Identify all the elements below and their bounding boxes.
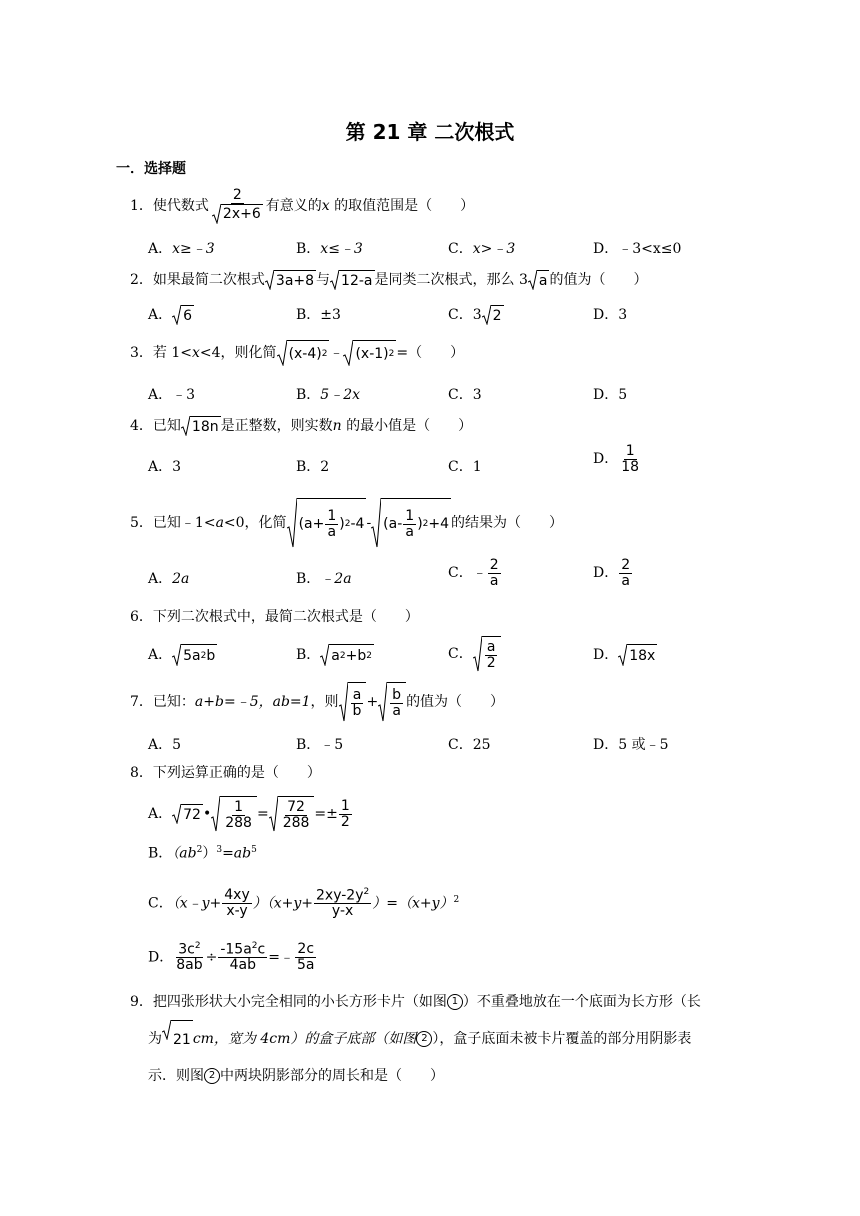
- option-b[interactable]: B．$(ab^2)^3=ab^5$: [148, 845, 257, 862]
- option-a[interactable]: A． 5a 2 b: [148, 644, 217, 666]
- question-4: 4．已知 18n 是正整数，则实数n 的最小值是（ ）: [130, 418, 473, 435]
- options-q7: [148, 734, 748, 764]
- option-d[interactable]: D． 18x: [593, 644, 657, 666]
- question-1: 1．使代数式 $\frac{2}{2x+6}$ 有意义的x 的取值范围是（ ）: [130, 187, 475, 223]
- option-b[interactable]: B．﹣2a: [296, 571, 352, 587]
- option-a[interactable]: A．5: [148, 737, 182, 753]
- option-c[interactable]: C．x>﹣3: [448, 241, 516, 257]
- option-c[interactable]: C．1: [448, 459, 482, 475]
- option-b[interactable]: B．±3: [296, 307, 341, 323]
- option-d[interactable]: D． $\frac{1}{18}$: [593, 443, 640, 475]
- option-c[interactable]: C． $\frac{a}{2}$: [448, 636, 501, 672]
- question-3: 3．若 1<x<4，则化简 (x-4) 2 ﹣ (x-1) 2 =（ ）: [130, 340, 464, 366]
- question-text: 使代数式: [152, 197, 209, 214]
- option-b[interactable]: B． a 2 +b 2: [296, 644, 374, 666]
- radical: (a+ $\frac{1}{a}$ ) 2 -4: [287, 498, 367, 548]
- question-9-line-1: 9．把四张形状大小完全相同的小长方形卡片（如图 1 ）不重叠地放在一个底面为长方形（长: [130, 994, 701, 1010]
- radical: (x-1) 2: [343, 340, 396, 366]
- option-b[interactable]: B．x≤﹣3: [296, 241, 363, 257]
- question-7: 7．已知：a+b=﹣5，ab=1，则 $\frac{a}{b}$ + $\frac{b}{a}$ 的值为（ ）: [130, 682, 504, 722]
- option-c[interactable]: C．3 2: [448, 307, 502, 324]
- option-d[interactable]: D．5: [593, 387, 628, 403]
- options-q1: [148, 238, 748, 268]
- options-q6: [148, 638, 748, 674]
- radical: (x-4) 2: [277, 340, 330, 366]
- options-q4: [148, 443, 748, 486]
- radical: 12-a: [330, 270, 374, 290]
- question-text: 如果最简二次根式: [152, 272, 265, 288]
- option-a[interactable]: A． 72 • $\frac{1}{288}$ = $\frac{72}{288}$ =± $\frac{1}{2}$: [148, 797, 350, 831]
- options-q2: [148, 304, 748, 334]
- question-5: 5．已知﹣1<a<0，化简 (a+ $\frac{1}{a}$ ) 2 -4 - (a- $\frac{1}{a}$ ) 2 +4 的结果为（ ）: [130, 498, 563, 548]
- option-d[interactable]: D．5 或﹣5: [593, 737, 669, 753]
- question-9: [130, 984, 730, 1094]
- option-a[interactable]: A．2a: [148, 571, 190, 587]
- question-text: 有意义的: [265, 197, 322, 214]
- option-c[interactable]: C．25: [448, 737, 491, 753]
- option-d[interactable]: D．﹣3<x≤0: [593, 241, 682, 257]
- page-title: 第 21 章 二次根式: [345, 120, 515, 144]
- question-9-line-2: 为 21 cm，宽为 4cm）的盒子底部（如图 2 ），盒子底面未被卡片覆盖的部分用阴影表: [130, 1020, 730, 1058]
- option-b[interactable]: B．5﹣2x: [296, 387, 361, 403]
- radical: 3a+8: [265, 270, 316, 290]
- option-c[interactable]: C．3: [448, 387, 482, 403]
- radical: $\frac{b}{a}$: [378, 682, 406, 722]
- option-a[interactable]: A．﹣3: [148, 387, 196, 403]
- option-d[interactable]: D． $\frac{3c^2}{8ab}$ ÷ $\frac{-15a^2c}{4ab}$ =﹣ $\frac{2c}{5a}$: [148, 941, 315, 974]
- question-8: 8．下列运算正确的是（ ）: [130, 765, 321, 781]
- option-b[interactable]: B．2: [296, 459, 330, 475]
- radical: a: [528, 270, 550, 290]
- option-d[interactable]: D．3: [593, 307, 628, 323]
- option-c[interactable]: C．（x﹣y+ $\frac{4xy}{x-y}$ ）（x+y+ $\frac{2xy-2y^2}{y-x}$ ）$=(x+y)^2$: [148, 887, 460, 920]
- option-a[interactable]: A．3: [148, 459, 182, 475]
- question-9-line-3: 示．则图 2 中两块阴影部分的周长和是（ ）: [148, 1068, 444, 1084]
- question-text: 的取值范围是（ ）: [329, 197, 475, 214]
- radical: 2x+6: [212, 204, 263, 224]
- option-d[interactable]: D． $\frac{2}{a}$: [593, 557, 631, 589]
- question-6: 6．下列二次根式中，最简二次根式是（ ）: [130, 609, 419, 625]
- radical: 18n: [181, 416, 221, 436]
- options-q3: [148, 384, 748, 414]
- option-a[interactable]: A．x≥﹣3: [148, 241, 215, 257]
- question-2: 2．如果最简二次根式 3a+8 与 12-a 是同类二次根式，那么 3 a 的值为（ ）: [130, 272, 648, 289]
- question-number: 1．: [130, 197, 153, 214]
- section-heading: 一．选择题: [116, 161, 186, 177]
- options-q5: [148, 557, 748, 598]
- option-a[interactable]: A． 6: [148, 307, 193, 324]
- fraction: $\frac{2}{2x+6}$: [210, 188, 265, 224]
- option-b[interactable]: B．﹣5: [296, 737, 344, 753]
- radical: (a- $\frac{1}{a}$ ) 2 +4: [371, 498, 451, 548]
- option-c[interactable]: C．﹣ $\frac{2}{a}$: [448, 557, 499, 589]
- radical: $\frac{a}{b}$: [339, 682, 367, 722]
- question-number: 2．: [130, 272, 153, 288]
